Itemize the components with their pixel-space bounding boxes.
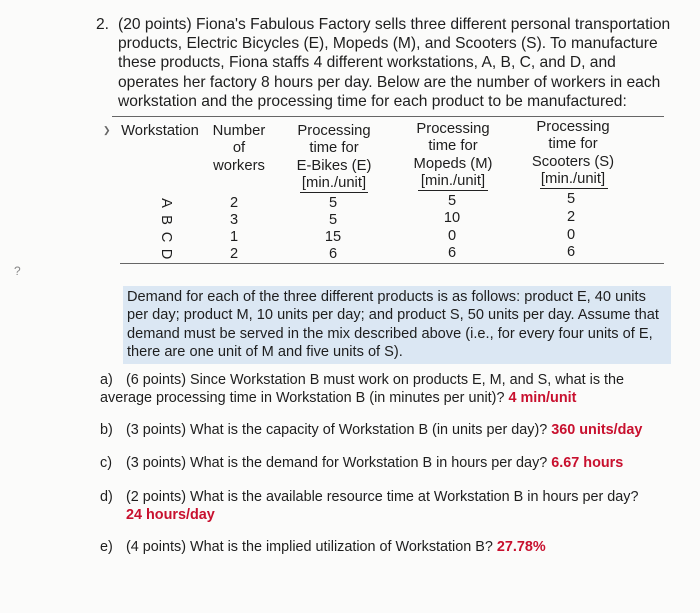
header-workstation: Workstation bbox=[121, 123, 199, 139]
header-mopeds: Processing time for Mopeds (M) [min./unit] bbox=[413, 121, 493, 190]
underline-scooters bbox=[540, 188, 608, 189]
header-workers: Number of workers bbox=[212, 123, 266, 174]
header-scooters: Processing time for Scooters (S) [min./unit] bbox=[531, 119, 615, 188]
question-d: d) (2 points) What is the available resource time at Workstation B in hours per day? 24 hours/day bbox=[100, 488, 675, 524]
problem-number: 2. bbox=[96, 16, 110, 33]
margin-mark: ? bbox=[14, 264, 21, 278]
answer-e: 27.78% bbox=[496, 539, 546, 555]
demand-paragraph: Demand for each of the three different products is as follows: product E, 40 units per day; product M, 10 units per day; and product S, 50 units per day. Assume that demand must be served in the mix described above (i.e., for every four units of E, there are one unit of M and five units of S). bbox=[123, 286, 671, 364]
question-a: a) (6 points) Since Workstation B must work on products E, M, and S, what is the average processing time in Workstation B (in minutes per unit)? 4 min/unit bbox=[100, 372, 625, 406]
answer-a: 4 min/unit bbox=[508, 390, 577, 406]
header-ebikes: Processing time for E-Bikes (E) [min./unit] bbox=[296, 123, 372, 192]
question-b: b) (3 points) What is the capacity of Workstation B (in units per day)? 360 units/day bbox=[100, 422, 643, 438]
underline-mopeds bbox=[418, 190, 488, 191]
answer-b: 360 units/day bbox=[551, 422, 643, 438]
table-bottom-rule bbox=[120, 263, 664, 264]
table-top-rule bbox=[112, 116, 664, 117]
answer-d: 24 hours/day bbox=[126, 507, 215, 523]
question-e: e) (4 points) What is the implied utilization of Workstation B? 27.78% bbox=[100, 539, 546, 555]
question-c: c) (3 points) What is the demand for Workstation B in hours per day? 6.67 hours bbox=[100, 455, 624, 471]
bullet-arrow-icon: ❯ bbox=[103, 125, 111, 135]
problem-intro bbox=[96, 15, 676, 111]
answer-c: 6.67 hours bbox=[551, 455, 624, 471]
document-page: ? 2. (20 points) Fiona's Fabulous Factory sells three different personal transportation products, Electric Bicycles (E), Mopeds (M), and Scooters (S). To manufacture these products, Fiona staffs 4 different workstations, A, B, C, and D, and operates her factory 8 hours per day. Below are the number of workers in each workstation and the processing time for each product to be manufactured: ❯ Workstation Number of workers Processing time for E-Bikes (E) [min./unit] Processing time for Mopeds (M) [min./unit] Processing time for Scooters (S) [min./unit] A 2 5 5 5 B 3 5 10 2 C 1 15 0 0 D 2 6 6 6 Demand for each of the three different products is as follows: product E, 40 units per day; product M, 10 units per day; and product S, 50 units per day. Assume that demand must be served in the mix described above (i.e., for every four units of E, there are one unit of M and five units of S). a) (6 points) Since Workstation B must work on products E, M, and S, what is the average processing time in Workstation B (in minutes per unit)? 4 min/unit b) (3 points) What is the capacity of Workstation B (in units per day)? 360 units/day c) (3 points) What is the demand for Workstation B in hours per day? 6.67 hours d) (2 points) What is the available resource time at Workstation B in hours per day? 24 hours/day e) (4 points) What is the implied utilization of Workstation B? 27.78% bbox=[0, 0, 700, 613]
problem-text: (20 points) Fiona's Fabulous Factory sells three different personal transportation products, Electric Bicycles (E), Mopeds (M), and Scooters (S). To manufacture these products, Fiona staffs 4 different workstations, A, B, C, and D, and operates her factory 8 hours per day. Below are the number of workers in each workstation and the processing time for each product to be manufactured: bbox=[118, 16, 671, 110]
underline-ebikes bbox=[300, 192, 368, 193]
